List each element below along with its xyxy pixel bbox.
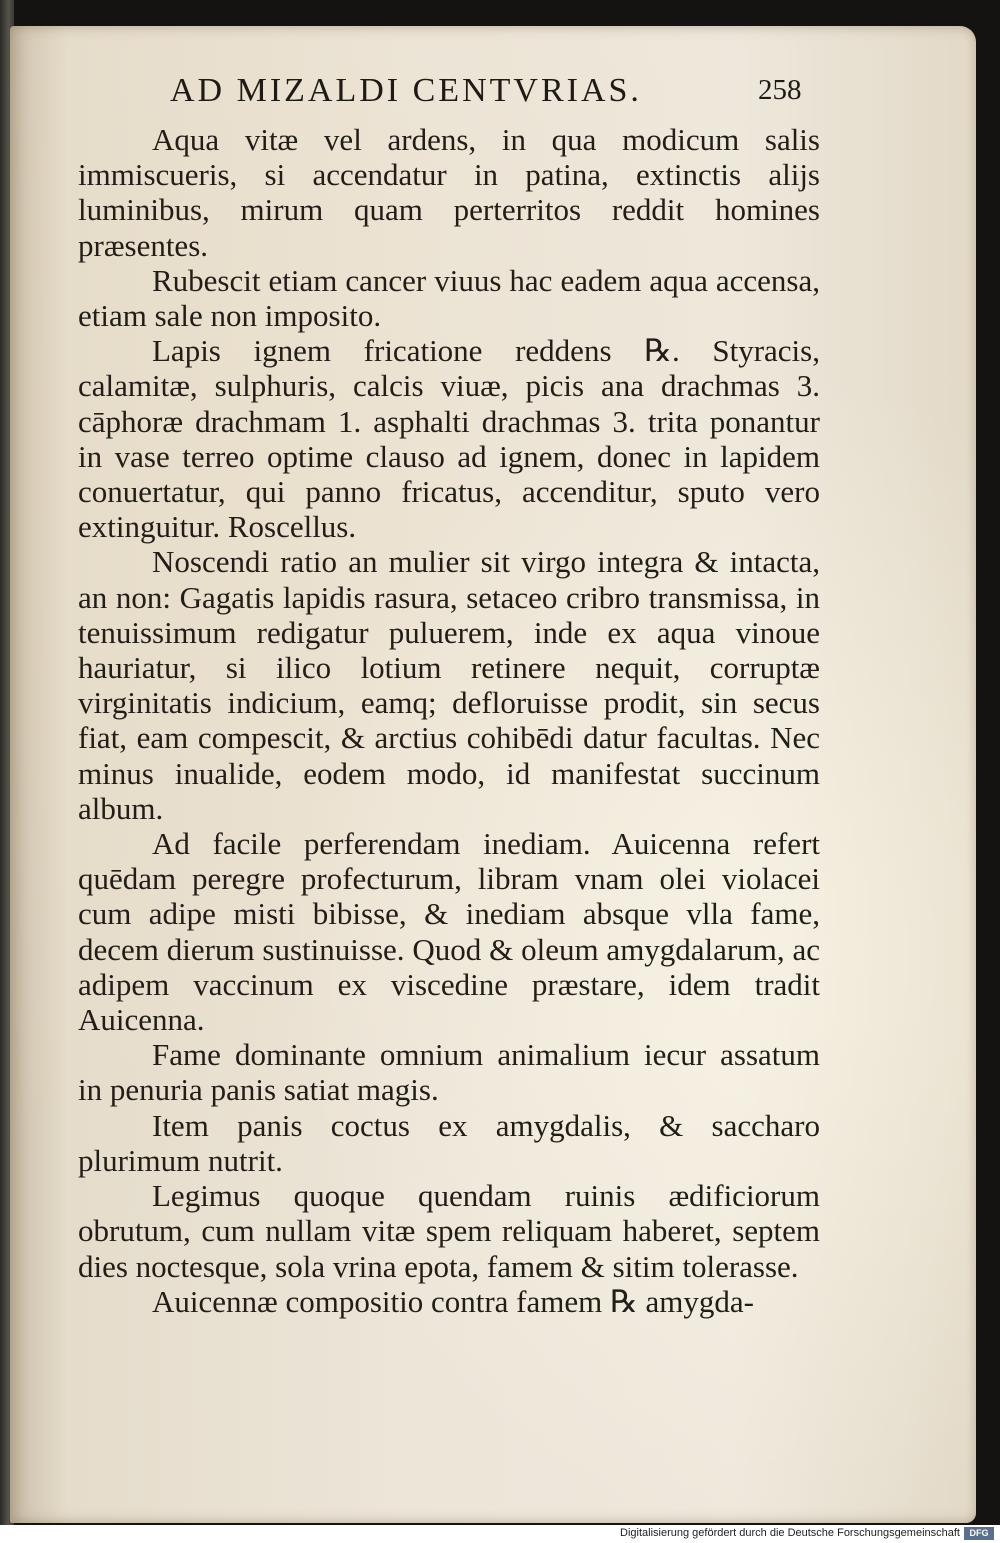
paragraph-legimus: Legimus quoque quendam ruinis ædificiorum obrutum, cum nullam vitæ spem reliquam haberet, septem dies noctesque, sola vrina epota, famem & sitim tolerasse. [78,1178,820,1284]
paragraph-inedia: Ad facile perferendam inediam. Auicenna refert quēdam peregre profecturum, libram vnam olei violacei cum adipe misti bibisse, & inediam absque vlla fame, decem dierum sustinuisse. Quod & oleum amygdalarum, ac adipem vaccinum ex viscedine præstare, idem tradit Auicenna. [78,826,820,1038]
funding-credit: Digitalisierung gefördert durch die Deutsche Forschungsgemeinschaft [620,1527,960,1539]
paragraph-fame-dominante: Fame dominante omnium animalium iecur assatum in penuria panis satiat magis. [78,1037,820,1108]
paragraph-aqua-vitae: Aqua vitæ vel ardens, in qua modicum salis immiscueris, si accendatur in patina, extinctis alijs luminibus, mirum quam perterritos reddit homines præsentes. [78,122,820,263]
paragraph-auicenna-compositio: Auicennæ compositio contra famem ℞ amygda- [152,1283,754,1319]
paragraph-noscendi-ratio: Noscendi ratio an mulier sit virgo integra & intacta, an non: Gagatis lapidis rasura, setaceo cribro transmissa, in tenuissimum redigatur puluerem, inde ex aqua vinoue hauriatur, si ilico lotium retinere nequit, corruptæ virginitatis indicium, eamq; defloruisse prodit, sin secus fiat, eam compescit, & arctius cohibēdi datur facultas. Nec minus inualide, eodem modo, id manifestat succinum album. [78,544,820,826]
dfg-logo-icon: DFG [964,1527,994,1540]
paragraph-cancer: Rubescit etiam cancer viuus hac eadem aqua accensa, etiam sale non imposito. [78,262,820,334]
digitization-footer [0,1525,1000,1543]
paragraph-panis-coctus: Item panis coctus ex amygdalis, & saccharo plurimum nutrit. [78,1107,820,1178]
book-page [10,26,976,1523]
paragraph-lapis-ignem: Lapis ignem fricatione reddens ℞. Styracis, calamitæ, sulphuris, calcis viuæ, picis ana drachmas 3. cāphoræ drachmam 1. asphalti drachmas 3. trita ponantur in vase terreo optime clauso ad ignem, donec in lapidem conuertatur, qui panno fricatus, accenditur, sputo vero extinguitur. Roscellus. [78,333,820,545]
body-text [78,122,820,1319]
page-number: 258 [758,74,802,106]
running-title: AD MIZALDI CENTVRIAS. [170,72,642,109]
